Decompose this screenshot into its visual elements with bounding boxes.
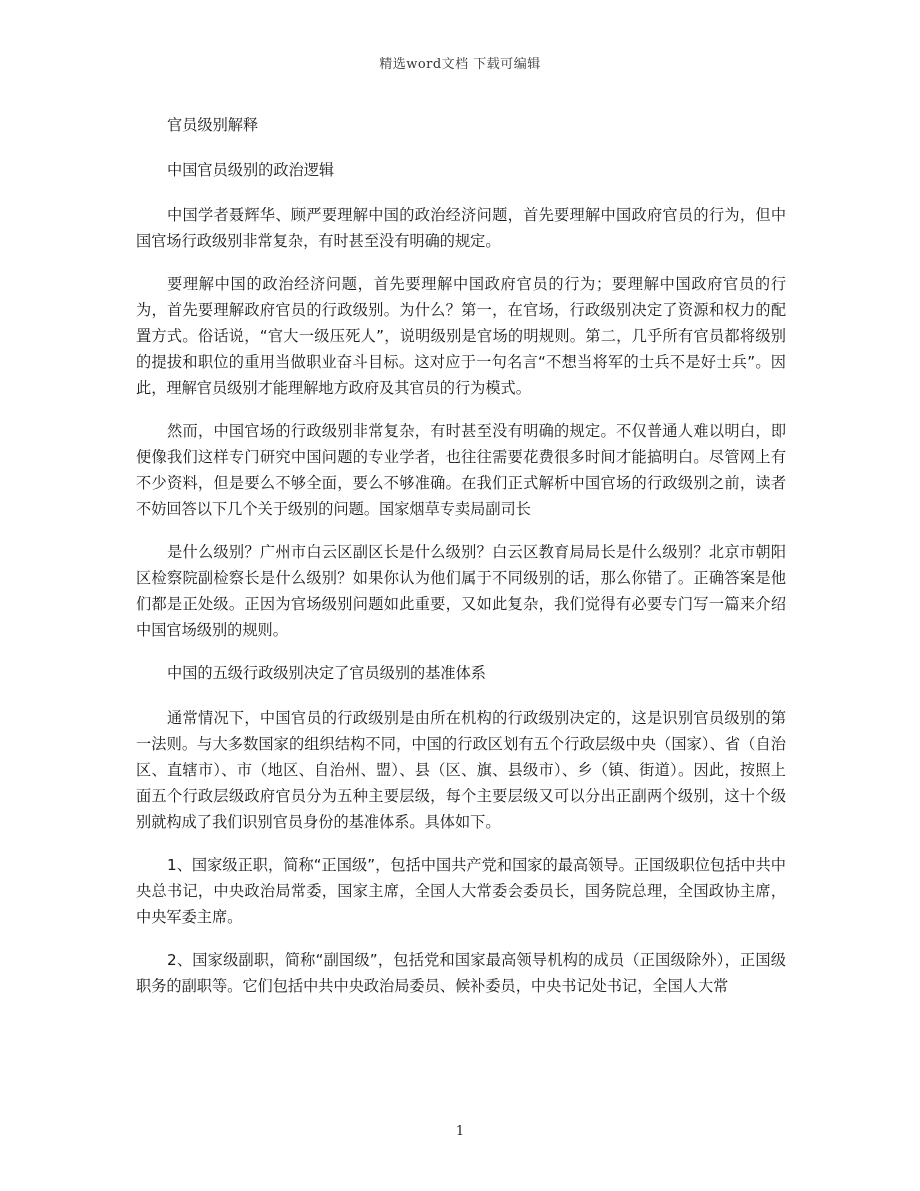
paragraph: 通常情况下，中国官员的行政级别是由所在机构的行政级别决定的，这是识别官员级别的第一法则。与大多数国家的组织结构不同，中国的行政区划有五个行政层级中央（国家）、省（自治区、直辖市）、市（地区、自治州、盟）、县（区、旗、县级市）、乡（镇、街道）。因此，按照上面五个行政层级政府官员分为五种主要层级，每个主要层级又可以分出正副两个级别，这十个级别就构成了我们识别官员身份的基准体系。具体如下。	[136, 709, 786, 831]
paragraph: 然而，中国官场的行政级别非常复杂，有时甚至没有明确的规定。不仅普通人难以明白，即便像我们这样专门研究中国问题的专业学者，也往往需要花费很多时间才能搞明白。尽管网上有不少资料，但是要么不够全面，要么不够准确。在我们正式解析中国官场的行政级别之前，读者不妨回答以下几个关于级别的问题。国家烟草专卖局副司长	[136, 422, 786, 518]
paragraph: 2、国家级副职，简称“副国级”，包括党和国家最高领导机构的成员（正国级除外），正国级职务的副职等。它们包括中共中央政治局委员、候补委员，中央书记处书记，全国人大常	[136, 951, 786, 995]
section-heading: 中国官员级别的政治逻辑	[167, 161, 335, 179]
page-header: 精选word文档 下载可编辑	[379, 57, 541, 72]
paragraph: 1、国家级正职，简称“正国级”，包括中国共产党和国家的最高领导。正国级职位包括中共中央总书记，中央政治局常委，国家主席，全国人大常委会委员长，国务院总理，全国政协主席，中央军委主席。	[136, 856, 786, 926]
section-heading: 中国的五级行政级别决定了官员级别的基准体系	[167, 664, 486, 682]
document-body	[136, 112, 786, 1016]
paragraph: 要理解中国的政治经济问题，首先要理解中国政府官员的行为；要理解中国政府官员的行为，首先要理解政府官员的行政级别。为什么？第一，在官场，行政级别决定了资源和权力的配置方式。俗话说，“官大一级压死人”，说明级别是官场的明规则。第二，几乎所有官员都将级别的提拔和职位的重用当做职业奋斗目标。这对应于一句名言“不想当将军的士兵不是好士兵”。因此，理解官员级别才能理解地方政府及其官员的行为模式。	[136, 275, 786, 397]
document-title: 官员级别解释	[167, 116, 259, 134]
paragraph: 是什么级别？广州市白云区副区长是什么级别？白云区教育局局长是什么级别？北京市朝阳区检察院副检察长是什么级别？如果你认为他们属于不同级别的话，那么你错了。正确答案是他们都是正处级。正因为官场级别问题如此重要，又如此复杂，我们觉得有必要专门写一篇来介绍中国官场级别的规则。	[136, 543, 786, 639]
page-number: 1	[455, 1124, 465, 1139]
paragraph: 中国学者聂辉华、顾严要理解中国的政治经济问题，首先要理解中国政府官员的行为，但中国官场行政级别非常复杂，有时甚至没有明确的规定。	[136, 206, 786, 250]
